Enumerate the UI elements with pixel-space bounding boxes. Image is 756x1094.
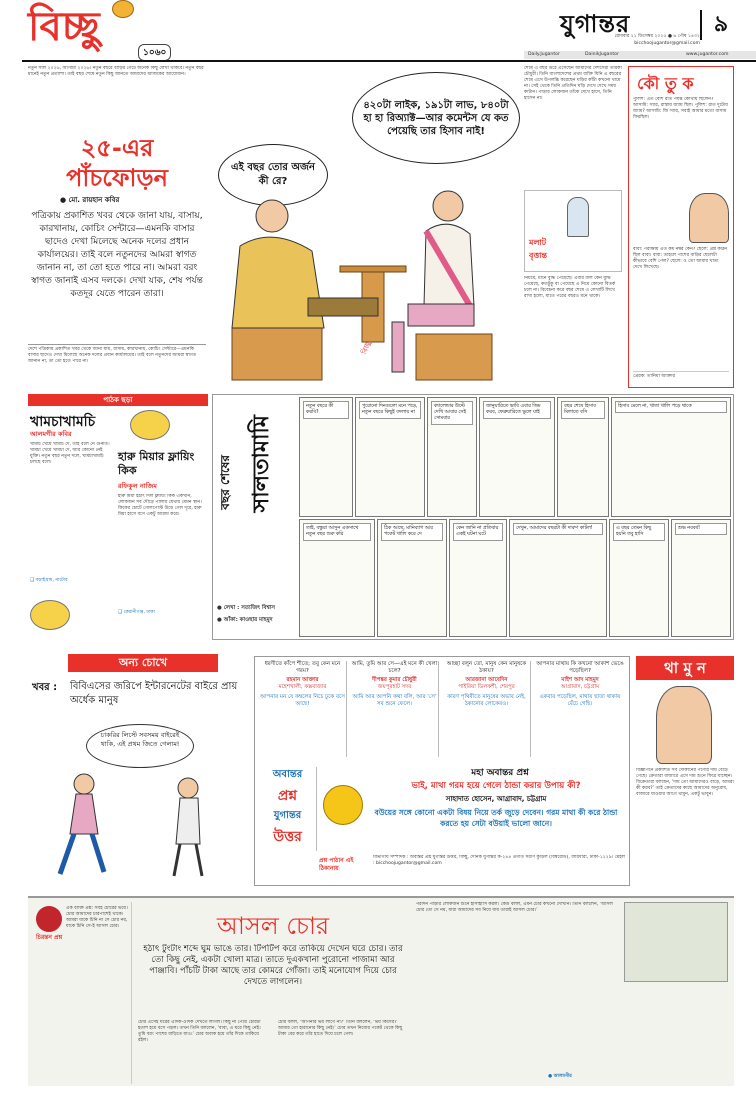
koutuk-text-2: বাবা: পরীক্ষায় এত কম নম্বর কেন? ছেলে: প্রশ্ন কঠিন ছিল বাবা। বাবা: তাহলে পাশের বাড়ির ছেলেটা কীভাবে বেশি পেল? ছেলে: ও তো আমার খাতা দেখে লিখেছে। <box>633 247 728 270</box>
onnochokhe-section <box>28 654 248 884</box>
story-section <box>28 896 734 1086</box>
comic-panel-3 <box>427 397 477 517</box>
speech-bubble-left: এই বছর তোর অর্জন কী রে? <box>218 144 328 206</box>
comic-section <box>212 394 734 640</box>
qa-cell-4 <box>535 661 625 757</box>
qa-cell-2 <box>351 661 439 757</box>
qa-answer: কারণ পৃথিবীতে মানুষের অভাব নেই, ঠকানোর লোকেরও। <box>447 694 526 707</box>
news-text: বিবিএসের জরিপে ইন্টারনেটের বাইরে প্রায় অর্ধেক মানুষ <box>70 681 238 706</box>
comic-panel-10 <box>509 519 607 637</box>
lead-intro: নতুন সাল ২০২৬, আগামী ২০২৬। নতুন বছরে বাড়ির গেটে অনেক কিছু লেখা থাকবে। নতুন বছর মানেই নতুন প্রত্যাশা। তাই বছর শেষে নতুন কিছু জানতে আমাদের আজকের আয়োজন। <box>28 66 204 77</box>
qa-cell-3 <box>443 661 531 757</box>
story-cartoon-icon <box>624 902 728 982</box>
comic-writer: ● লেখা : সত্যজিৎ বিশ্বাস <box>217 605 275 611</box>
emoji-icon <box>323 785 363 825</box>
comic-panel-11 <box>609 519 669 637</box>
right-column-text: শেষে এ বছর উঠে এসেছেন আমাদের দেশসেরা তারকা চৌধুরী। তিনি বাংলাদেশের প্রথম ব্যক্তি যিনি এ বছরের শেষে এসে উপলব্ধি করেছেন ঘড়ির কাঁটা কখনো থামে না। সেই থেকে তিনি প্রতিদিন ঘড়ি দেখে দেখে সময় কাটান। পাড়ার লোকজন তাঁকে দেখে হাসে, তিনি হাসেন না। <box>524 66 622 101</box>
cat-mascot-icon <box>112 0 134 18</box>
comic-panel-4 <box>479 397 555 517</box>
right-column-text-2: নিয়মে, মানে বুদ্ধি পেয়েছে। এবার বলি কেন বুদ্ধি পেয়েছে, কতটুকু বা পেয়েছে এ নিয়ে কোনো বিতর্ক চলে না। বিবেচনা করে বছর শেষে এ লেখাটি লিখে রাখা হলো, যাতে পরের বছরও মনে থাকে। <box>524 276 616 299</box>
poem-header: পাঠক ছড়া <box>28 394 208 406</box>
newspaper-logo: যুগান্তর <box>560 9 631 38</box>
masthead <box>0 0 756 58</box>
qa-cell-1 <box>259 661 347 757</box>
comic-panel-text: ঠিক আছে, মানিব্যাগ আর পকেট খালি করে দে <box>381 523 443 541</box>
thamun-section <box>636 656 734 886</box>
poem-1-title: খামচাখামচি <box>30 414 96 430</box>
poem-1-text: খামচি খেয়ে খামচি দে, তাই বলে নে গুনতি। খামচা খেয়ে খামচা দে, আর কোনো নেই যুক্তি। নতুন বছর নতুন দলে, খামচাখামচি চলছে বলে। <box>30 442 110 465</box>
poem-2-title: হারু মিয়ার ফ্লায়িং কিক <box>118 450 195 477</box>
qa-question: আপনার মাথায় কি কখনো আকাশ ভেঙে পড়েছিল? <box>536 661 624 674</box>
qa-section <box>254 656 630 886</box>
qa-answer: আপনার মন যে কম্বলের নিচে ঢুকে বসে আছে! <box>260 694 345 707</box>
koutuk-box <box>628 66 734 388</box>
story-title: আসল চোর <box>216 912 330 940</box>
qa-place: মহেশখালী, কক্সবাজার <box>278 684 327 690</box>
comic-panel-text: এ বছর তেমন কিছু হয়নি তবু হাসি <box>613 523 665 541</box>
comic-panel-text: দেখুন, আমাদের বছরটা কী দারুণ কাটল! <box>513 523 603 535</box>
lead-author: ● মো. রায়হান কবির <box>60 196 120 204</box>
onnochokhe-header: অন্য চোখে <box>68 654 218 672</box>
comic-panel-12 <box>671 519 731 637</box>
comic-panel-1 <box>299 397 353 517</box>
comic-panel-text: কেন জানি না প্রতিবার একই ঘটনা ঘটে <box>453 523 503 541</box>
comic-panel-text: শুভ নববর্ষ! <box>675 523 727 535</box>
koutuk-text: পুলিশ: এত বেশি রাত পর্যন্ত কোথায় ছিলেন? আসামি: স্যার, রাস্তায় জ্যাম ছিল। পুলিশ: রাত দুটোয় জ্যাম? আসামি: জি স্যার, সবাই আমার মতো বাসায় ফিরছিল। <box>633 97 728 120</box>
comic-artist: ● আঁকা: কাওছার মাহমুদ <box>217 617 273 623</box>
website-link[interactable]: www.jugantor.com <box>686 52 729 57</box>
comic-panel-text: নতুন বছরে কী করবি? <box>303 401 349 419</box>
comic-panel-7 <box>299 519 375 637</box>
story-side-label: চিরন্তন প্রশ্ন <box>36 934 63 941</box>
qa-question: আচ্ছা বলুন তো, মানুষ কেন মানুষকে ঠকায়? <box>446 661 527 674</box>
thinking-person-icon <box>567 197 589 237</box>
comic-panel-8 <box>377 519 447 637</box>
side-title-3: যুগান্তর <box>273 810 302 821</box>
news-label: খবর : <box>32 682 58 693</box>
mini-title: মলাট বৃত্তান্ত <box>529 238 548 260</box>
side-title-4: উত্তর <box>273 829 302 845</box>
poem-1-place: ❑ বড়াইগ্রাম, নাটোর <box>30 578 68 583</box>
comic-panel-text: ক্যালেন্ডার উল্টে দেখি আবার সেই সোমবার <box>431 401 473 425</box>
facebook-link[interactable]: Daily.Jugantor <box>528 52 560 57</box>
qa-question: আমি, তুমি আর সে—এই মনে কী খেলা চলে? <box>351 661 438 674</box>
qa-answer: আমি আর আপনি কথা বলি, আর ‘সে’ সব শুনে ফেলে। <box>352 694 437 707</box>
story-body-2: চোর বলল, ‘আপনার ভয় লাগে না?’ তিনি বললেন, ‘ভয় কিসের? আমার তো হারানোর কিছু নেই।’ চোর তখন নিজের পকেট থেকে কিছু টাকা বের করে তাঁর হাতে দিয়ে চলে গেল। <box>278 1020 403 1037</box>
cartoon-drawing <box>212 66 520 388</box>
lead-title-2: পাঁচফোড়ন <box>66 164 168 192</box>
koutuk-credit: প্রেরক: তানিয়া আক্তার <box>633 371 729 380</box>
comic-panel-text: জানুয়ারিতে ভাবি এবার জিম করব, ফেব্রুয়ারিতে ভুলে যাই <box>483 401 551 419</box>
qa-place: পাইরিয়া ডিলকশী, শেরপুর <box>458 684 515 690</box>
email-address[interactable]: bicchoojugantor@gmail.com <box>634 41 700 46</box>
comic-title-main: সালতামামি <box>249 415 274 513</box>
cartoon-bubble: চাকরির লিস্টে সবসময় বাইরেই থাকি, এই প্রথম জিতে গেলাম! <box>86 724 194 768</box>
twitter-link[interactable]: DainikJugantor <box>585 52 619 57</box>
thamun-title: থা মু ন <box>636 656 734 680</box>
story-body-1: চোর এসেই ঘরের এদিক-ওদিক দেখতে লাগল। কিছু না পেয়ে চোরটা হতাশ হয়ে বসে পড়ল। তখন তিনি বললেন, ‘বাবা, এ ঘরে কিছু নেই। তুমি বরং পাশের বাড়িতে যাও।’ চোর অবাক হয়ে তাঁর দিকে তাকিয়ে রইল। <box>138 1020 261 1043</box>
poem-1-author: আলমগীর কবির <box>30 430 72 438</box>
poem-2-place: ❑ কেরানীগঞ্জ, ঢাকা <box>118 610 155 615</box>
maha-question: ভাই, মাথা গরম হয়ে গেলে ঠান্ডা করার উপায় কী? <box>411 781 581 791</box>
send-label: প্রশ্ন পাঠান এই ঠিকানায় <box>319 857 354 872</box>
issue-number: ১০৬০ <box>138 44 171 61</box>
maha-name: সাহাদাত হোসেন, আগ্রাবাদ, চট্টগ্রাম <box>445 795 547 803</box>
cartoon-signature: বিচ্ছু <box>360 340 373 356</box>
masthead-divider <box>22 60 756 62</box>
qa-question: ধরণীতে কাঁপে শীতে; তবু কেন মনে গরম? <box>264 661 341 674</box>
story-body-3: পরদিন পাড়ার লোকজন শুনে হাসাহাসি করল। কেউ বলল, এমন চোর কখনো দেখিনি। তিনি বললেন, ‘আসল চোর তো সে নয়, যারা আমাদের সব নিয়ে যায় তারাই আসল চোর।’ <box>416 902 613 913</box>
thamun-text: বিজ্ঞাপনে প্রকাশিত সব দোকানের পণ্যের দাম বেড়ে গেছে। ক্রেতারা বাজারে এসে দাম শুনে ফিরে যাচ্ছেন। বিক্রেতারা বলছেন, ‘দাম তো আমাদেরও বাড়ে, আমরা কী করব?’ তাই ক্রেতাদের কাছে আমাদের অনুরোধ, বাজারে যাওয়ার আগে থামুন, একটু ভাবুন। <box>636 768 734 797</box>
qa-name: আরজানা আবেদিন <box>465 677 508 683</box>
speech-bubble-right: ৪২০টা লাইক, ১৯১টা লাভ, ৮৪০টা হা হা রিঅ্যাক্ট—আর কমেন্টস যে কত পেয়েছি তার হিসাব নাই! <box>352 72 520 164</box>
face-emoji-icon-2 <box>30 600 70 630</box>
comic-panel-6 <box>611 397 731 517</box>
lead-footer-text: দেশে পত্রিকায় প্রকাশিত খবর থেকে জানা যায়, বাসায়, কারখানায়, কোচিং সেন্টারে—এমনকি বাসার ছাদেও দেখা মিলেছে অনেক দলের প্রধান কার্যালয়ের। তাই বলে নতুনদের আমরা স্বাগত জানান না, তা তো হতে পারে না। <box>28 344 206 384</box>
koutuk-cartoon-icon <box>689 193 729 243</box>
qa-side-title <box>259 767 317 851</box>
main-cartoon <box>212 66 520 388</box>
koutuk-title: কৌ তু ক <box>637 74 694 93</box>
page-number: ৯ <box>700 10 740 40</box>
comic-title-top: বছর শেষের <box>218 455 232 510</box>
lead-body: পত্রিকায় প্রকাশিত খবর থেকে জানা যায়, বাসায়, কারখানায়, কোচিং সেন্টারে—এমনকি বাসার ছাদেও দেখা মিলেছে অনেক দলের প্রধান কার্যালয়ের। তাই বলে নতুনদের আমরা স্বাগত জানান না, তা তো হতে পারে না। আমরা বরং স্বাগত জানাই এসব দলকে। দেখা যাক, শেষ পর্যন্ত কতদূর যেতে পারেন তারা। <box>31 211 203 299</box>
story-side-box <box>32 902 132 1084</box>
brand-logo: বিচ্ছু <box>28 3 100 50</box>
send-address: বিভাগীয় সম্পাদক : অবান্তর প্রশ্ন যুগান্তর উত্তর, বিচ্ছু, দৈনিক যুগান্তর ক-২৪৪ প্রগতি সরণি কুড়িল (বিশ্বরোড), বারিধারা, ঢাকা-১২২৯। মেইল : bicchoojugantor@gmail.com <box>373 855 626 866</box>
side-title-1: অবান্তর <box>272 769 303 780</box>
running-man-drawing <box>48 764 228 882</box>
story-side-text: এক ব্যক্তি প্রশ্ন: সবই চোরের ভয়ে। চোর আমাদের চারপাশেই থাকে। আমরা যাকে চিনি না সে চোর নয়, যাকে চিনি সে-ই আসল চোর। <box>66 906 128 929</box>
qa-place: জয়পুরহাট সদর <box>377 684 412 690</box>
pomegranate-icon <box>36 906 62 932</box>
comic-panel-text: হিসাব মেলে না, খাতা খালি পড়ে থাকে <box>615 401 727 413</box>
qa-name: রহমান আক্তার <box>286 677 319 683</box>
comic-panel-5 <box>557 397 609 517</box>
qa-name: দীপঙ্কর কুমার চৌধুরী <box>372 677 417 683</box>
mini-mascot-box <box>524 190 622 272</box>
maha-answer: বউয়ের সঙ্গে কোনো একটা বিষয় নিয়ে তর্ক জুড়ে দেবেন। গরম মাথা কী করে ঠান্ডা করতে হয় সেটা বউয়াই ভালো জানে। <box>374 808 618 828</box>
qa-name: মাইশ আদ মাহমুদ <box>561 677 599 683</box>
story-lead: হঠাৎ টুংটাং শব্দে ঘুম ভাঙে তার। টিপটিপ করে তাকিয়ে দেখেন ঘরে চোর। তার তো কিছু নেই, একটা খোলা মাত্র। তাতে দুএকখানা পুরোনো পাজামা আর পাঞ্জাবি। পাঁচটি টাকা আছে তার কোমরে গোঁজা। তাই মনোযোগ দিয়ে চোর দেখতে লাগলেন। <box>143 944 403 987</box>
lead-title-1: ২৫-এর <box>80 134 154 162</box>
side-title-2: প্রশ্ন <box>277 788 298 804</box>
comic-panel-9 <box>449 519 507 637</box>
maha-header: মহা অবান্তর প্রশ্ন <box>471 768 529 778</box>
face-emoji-icon <box>130 410 170 440</box>
comic-panel-2 <box>355 397 425 517</box>
qa-answer: একবার পড়েছিল, মাথায় ছাতা থাকায় বেঁচে গেছি। <box>539 694 621 707</box>
poem-2-text: হারু মিয়া হঠাৎ দিল ফ্লায়িং কিক একখান, লোকজন সব দৌড়ে পালায় যেথায় যেমন স্থান। কিকের চোটে গোলপোস্ট উড়ে গেল দূরে, হারু মিয়া হাসে বসে একটু আরাম করে। <box>118 494 202 517</box>
date-line: রোববার ২১ ডিসেম্বর ২০২৫ ● ৬ পৌষ ১৪৩২ <box>614 34 700 39</box>
qa-place: আগ্রাবাদ, চট্টগ্রাম <box>560 684 600 690</box>
comic-panel-text: তাই, বন্ধুরা আসুন একসাথে নতুন বছর শুরু করি <box>303 523 371 541</box>
megaphone-man-icon <box>656 686 712 764</box>
comic-panel-text: পুরোনো দিনগুলো মনে পড়ে, নতুন বছরে কিছুই বদলায় না <box>359 401 421 419</box>
comic-panel-text: বছর শেষে হিসাব মিলাতে বসি <box>561 401 605 419</box>
story-byline: ● আলমগীর <box>548 1074 572 1079</box>
poem-2-author: রফিকুল নাজিম <box>118 482 157 490</box>
